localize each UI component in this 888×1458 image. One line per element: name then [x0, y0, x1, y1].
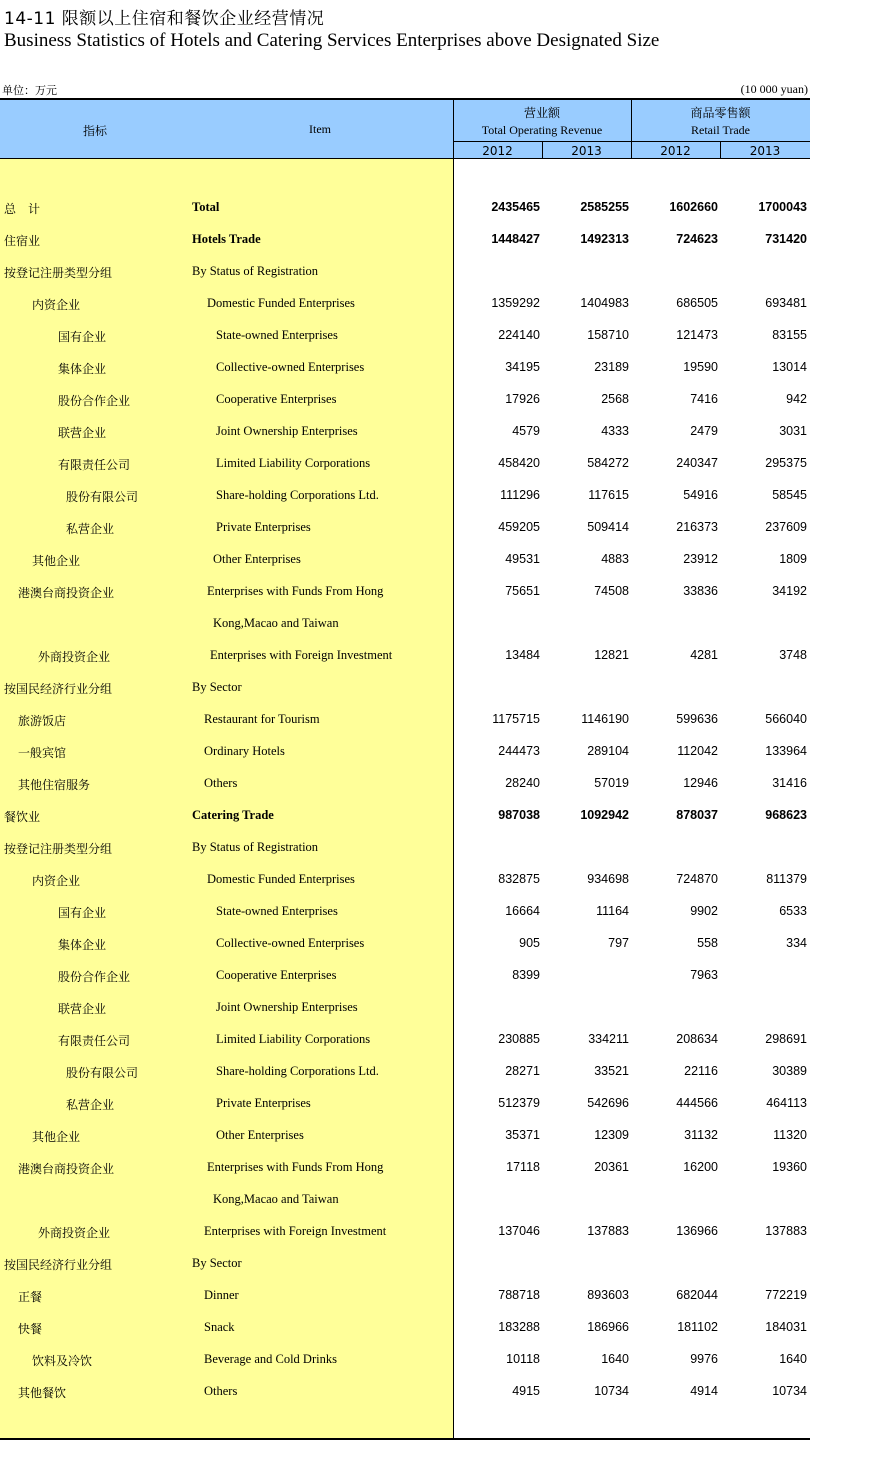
row-value: 987038 [498, 808, 540, 822]
row-label-cn: 有限责任公司 [58, 458, 131, 472]
row-value: 566040 [765, 712, 807, 726]
row-label-cn: 总 计 [4, 202, 41, 216]
row-value: 512379 [498, 1096, 540, 1110]
row-value: 12309 [594, 1128, 629, 1142]
row-label-cn: 快餐 [18, 1322, 43, 1336]
row-label-en: Domestic Funded Enterprises [207, 872, 355, 886]
row-value: 57019 [594, 776, 629, 790]
table-row [0, 416, 810, 448]
row-label-en: By Status of Registration [192, 840, 319, 854]
row-value: 788718 [498, 1288, 540, 1302]
row-value: 17118 [506, 1160, 540, 1174]
row-label-en: Cooperative Enterprises [216, 968, 337, 982]
row-value: 137046 [498, 1224, 540, 1238]
row-label-en: Joint Ownership Enterprises [216, 424, 358, 438]
row-label-cn: 股份有限公司 [66, 490, 139, 504]
row-value: 599636 [676, 712, 718, 726]
row-value: 464113 [766, 1096, 807, 1110]
table-row [0, 576, 810, 608]
row-label-cn: 饮料及冷饮 [32, 1354, 93, 1368]
row-value: 112042 [677, 744, 718, 758]
row-value: 22116 [684, 1064, 718, 1078]
table-row [0, 480, 810, 512]
table-row [0, 1312, 810, 1344]
header-retail-en: Retail Trade [691, 123, 750, 137]
unit-cn: 单位：万元 [2, 84, 57, 97]
row-value: 942 [786, 392, 807, 406]
table-row [0, 736, 810, 768]
row-value: 2479 [690, 424, 718, 438]
row-value: 31416 [772, 776, 807, 790]
table-row [0, 352, 810, 384]
row-label-en: Enterprises with Foreign Investment [204, 1224, 387, 1238]
row-value: 111296 [500, 488, 540, 502]
header-retail-cn: 商品零售额 [690, 106, 751, 120]
table-row [0, 224, 810, 256]
table-row [0, 1248, 810, 1280]
row-value: 878037 [676, 808, 718, 822]
row-value: 16664 [505, 904, 540, 918]
row-label-cn: 集体企业 [58, 362, 107, 376]
row-value: 216373 [676, 520, 718, 534]
row-label-en: Snack [204, 1320, 235, 1334]
row-value: 1146190 [581, 712, 629, 726]
header-year: 2013 [749, 144, 781, 158]
row-value: 542696 [587, 1096, 629, 1110]
row-label-cn: 国有企业 [58, 330, 107, 344]
table-row [0, 448, 810, 480]
row-label-en: Catering Trade [192, 808, 274, 822]
row-value: 12821 [594, 648, 629, 662]
row-label-en: By Sector [192, 680, 242, 694]
row-value: 34195 [505, 360, 540, 374]
row-label-cn: 旅游饭店 [18, 714, 67, 728]
row-value: 1359292 [491, 296, 540, 310]
row-value: 74508 [594, 584, 629, 598]
row-value: 158710 [587, 328, 629, 342]
row-value: 686505 [676, 296, 718, 310]
row-label-cn: 按登记注册类型分组 [4, 266, 113, 280]
row-label-cn: 正餐 [18, 1290, 43, 1304]
table-row [0, 256, 810, 288]
header-year: 2012 [660, 144, 691, 158]
row-label-en: Dinner [204, 1288, 239, 1302]
row-value: 237609 [765, 520, 807, 534]
row-label-en: By Status of Registration [192, 264, 319, 278]
row-label-cn: 一般宾馆 [18, 746, 67, 760]
row-value: 121473 [676, 328, 718, 342]
row-value: 33836 [683, 584, 718, 598]
row-label-en: Collective-owned Enterprises [216, 360, 365, 374]
row-value: 558 [697, 936, 718, 950]
row-value: 832875 [498, 872, 540, 886]
row-value: 19590 [683, 360, 718, 374]
table-row [0, 992, 810, 1024]
row-value: 3031 [779, 424, 807, 438]
header-revenue-en: Total Operating Revenue [481, 123, 603, 137]
row-value: 10118 [506, 1352, 540, 1366]
row-label-en: Cooperative Enterprises [216, 392, 337, 406]
row-value: 811379 [766, 872, 807, 886]
row-label-cn: 按国民经济行业分组 [4, 682, 113, 696]
row-label-cn: 私营企业 [66, 1098, 115, 1112]
table-row [0, 1344, 810, 1376]
row-value: 1175715 [492, 712, 540, 726]
row-value: 181102 [677, 1320, 718, 1334]
row-value: 16200 [683, 1160, 718, 1174]
table-row [0, 640, 810, 672]
table-row [0, 544, 810, 576]
row-value: 893603 [587, 1288, 629, 1302]
row-value: 459205 [498, 520, 540, 534]
header-revenue-cn: 营业额 [523, 106, 560, 120]
row-value: 797 [608, 936, 629, 950]
row-value: 83155 [772, 328, 807, 342]
row-value: 772219 [765, 1288, 807, 1302]
row-value: 724623 [676, 232, 718, 246]
row-value: 2435465 [491, 200, 540, 214]
row-value: 208634 [676, 1032, 718, 1046]
row-label-cn: 联营企业 [58, 1002, 107, 1016]
row-value: 117615 [588, 488, 629, 502]
row-value: 8399 [512, 968, 540, 982]
row-value: 334211 [588, 1032, 629, 1046]
row-label-cn: 其他住宿服务 [18, 778, 91, 792]
row-value: 13014 [772, 360, 807, 374]
row-value: 23912 [683, 552, 718, 566]
row-label-cn: 国有企业 [58, 906, 107, 920]
table-row [0, 960, 810, 992]
row-label-en: Beverage and Cold Drinks [204, 1352, 337, 1366]
table-row [0, 832, 810, 864]
row-value: 1809 [779, 552, 807, 566]
row-label-en: Joint Ownership Enterprises [216, 1000, 358, 1014]
row-label-cn: 按国民经济行业分组 [4, 1258, 113, 1272]
row-label-cn: 私营企业 [66, 522, 115, 536]
row-label-en: Other Enterprises [216, 1128, 304, 1142]
row-label-en: Kong,Macao and Taiwan [213, 616, 339, 630]
header-year: 2013 [571, 144, 602, 158]
row-label-cn: 其他企业 [32, 554, 81, 568]
row-value: 9976 [690, 1352, 718, 1366]
row-value: 137883 [765, 1224, 807, 1238]
table-row [0, 384, 810, 416]
row-label-en: Hotels Trade [192, 232, 261, 246]
row-label-cn: 餐饮业 [4, 810, 41, 824]
row-label-en: Share-holding Corporations Ltd. [216, 1064, 379, 1078]
table-row [0, 1280, 810, 1312]
row-value: 4281 [690, 648, 718, 662]
row-label-en: Domestic Funded Enterprises [207, 296, 355, 310]
row-label-en: Enterprises with Funds From Hong [207, 1160, 384, 1174]
title-en: Business Statistics of Hotels and Catering Services Enterprises above Designated Size [4, 30, 660, 51]
table-row [0, 1056, 810, 1088]
row-value: 6533 [779, 904, 807, 918]
row-value: 224140 [498, 328, 540, 342]
row-value: 724870 [676, 872, 718, 886]
header-item-en: Item [309, 122, 331, 136]
row-label-en: Restaurant for Tourism [204, 712, 320, 726]
row-value: 731420 [765, 232, 807, 246]
row-value: 75651 [505, 584, 540, 598]
row-label-cn: 股份合作企业 [58, 970, 131, 984]
row-label-en: Kong,Macao and Taiwan [213, 1192, 339, 1206]
row-value: 584272 [587, 456, 629, 470]
row-value: 11320 [773, 1128, 807, 1142]
row-value: 1602660 [669, 200, 718, 214]
table-row [0, 768, 810, 800]
table-row [0, 1216, 810, 1248]
row-value: 298691 [765, 1032, 807, 1046]
row-label-cn: 其他餐饮 [18, 1386, 67, 1400]
row-label-en: Others [204, 776, 238, 790]
row-value: 137883 [587, 1224, 629, 1238]
row-value: 10734 [772, 1384, 807, 1398]
row-value: 444566 [676, 1096, 718, 1110]
row-value: 1092942 [580, 808, 629, 822]
row-value: 7416 [690, 392, 718, 406]
table-row [0, 864, 810, 896]
row-value: 133964 [765, 744, 807, 758]
row-value: 20361 [594, 1160, 629, 1174]
row-value: 230885 [498, 1032, 540, 1046]
row-label-en: By Sector [192, 1256, 242, 1270]
row-value: 34192 [772, 584, 807, 598]
row-value: 509414 [587, 520, 629, 534]
row-value: 35371 [505, 1128, 540, 1142]
row-label-cn: 联营企业 [58, 426, 107, 440]
row-value: 17926 [505, 392, 540, 406]
row-label-cn: 外商投资企业 [38, 650, 111, 664]
row-value: 186966 [587, 1320, 629, 1334]
row-value: 58545 [772, 488, 807, 502]
row-value: 968623 [765, 808, 807, 822]
row-value: 7963 [690, 968, 718, 982]
row-label-cn: 股份有限公司 [66, 1066, 139, 1080]
row-label-cn: 港澳台商投资企业 [18, 1162, 115, 1176]
row-value: 33521 [594, 1064, 629, 1078]
row-value: 1404983 [580, 296, 629, 310]
row-value: 3748 [779, 648, 807, 662]
row-value: 458420 [498, 456, 540, 470]
row-value: 136966 [676, 1224, 718, 1238]
table-row [0, 800, 810, 832]
row-value: 295375 [765, 456, 807, 470]
row-value: 1640 [779, 1352, 807, 1366]
table-row [0, 512, 810, 544]
row-label-en: Collective-owned Enterprises [216, 936, 365, 950]
header-year: 2012 [482, 144, 513, 158]
row-label-en: Others [204, 1384, 238, 1398]
row-label-en: State-owned Enterprises [216, 328, 338, 342]
table-row [0, 672, 810, 704]
row-value: 54916 [683, 488, 718, 502]
table-row [0, 1024, 810, 1056]
row-value: 693481 [765, 296, 807, 310]
row-value: 934698 [587, 872, 629, 886]
row-value: 1640 [601, 1352, 629, 1366]
row-value: 183288 [498, 1320, 540, 1334]
table-bottom-rule [0, 1438, 810, 1440]
row-label-en: Other Enterprises [213, 552, 301, 566]
row-value: 905 [519, 936, 540, 950]
row-value: 19360 [772, 1160, 807, 1174]
table-row [0, 608, 810, 640]
table-header [0, 98, 810, 159]
row-label-en: Limited Liability Corporations [216, 1032, 371, 1046]
row-value: 334 [786, 936, 807, 950]
row-value: 28271 [505, 1064, 540, 1078]
table-row [0, 704, 810, 736]
row-value: 10734 [594, 1384, 629, 1398]
row-label-en: Limited Liability Corporations [216, 456, 371, 470]
row-value: 289104 [587, 744, 629, 758]
row-value: 4914 [690, 1384, 718, 1398]
row-value: 28240 [505, 776, 540, 790]
row-value: 682044 [676, 1288, 718, 1302]
row-label-cn: 按登记注册类型分组 [4, 842, 113, 856]
row-value: 240347 [676, 456, 718, 470]
row-value: 31132 [684, 1128, 718, 1142]
row-label-en: Enterprises with Funds From Hong [207, 584, 384, 598]
row-label-cn: 港澳台商投资企业 [18, 586, 115, 600]
table-row [0, 320, 810, 352]
row-value: 9902 [690, 904, 718, 918]
row-value: 2568 [601, 392, 629, 406]
row-value: 49531 [505, 552, 540, 566]
row-label-cn: 其他企业 [32, 1130, 81, 1144]
table-row [0, 1120, 810, 1152]
row-value: 30389 [772, 1064, 807, 1078]
row-value: 12946 [683, 776, 718, 790]
table-row [0, 896, 810, 928]
row-label-en: Ordinary Hotels [204, 744, 285, 758]
table-row [0, 928, 810, 960]
row-value: 1448427 [491, 232, 540, 246]
table-row [0, 1376, 810, 1408]
row-value: 13484 [505, 648, 540, 662]
row-value: 2585255 [580, 200, 629, 214]
row-label-cn: 股份合作企业 [58, 394, 131, 408]
table-row [0, 1088, 810, 1120]
row-label-en: Private Enterprises [216, 520, 311, 534]
title-cn: 14-11 限额以上住宿和餐饮企业经营情况 [4, 9, 325, 29]
row-value: 1700043 [758, 200, 807, 214]
row-label-en: Private Enterprises [216, 1096, 311, 1110]
row-label-cn: 内资企业 [32, 874, 81, 888]
row-value: 23189 [594, 360, 629, 374]
row-label-en: Enterprises with Foreign Investment [210, 648, 393, 662]
table-row [0, 1152, 810, 1184]
row-label-cn: 住宿业 [4, 234, 41, 248]
row-value: 1492313 [580, 232, 629, 246]
row-label-cn: 有限责任公司 [58, 1034, 131, 1048]
unit-en: (10 000 yuan) [740, 82, 808, 96]
row-label-en: Total [192, 200, 220, 214]
row-label-cn: 内资企业 [32, 298, 81, 312]
table-row [0, 192, 810, 224]
row-label-en: State-owned Enterprises [216, 904, 338, 918]
row-value: 184031 [765, 1320, 807, 1334]
row-value: 4883 [601, 552, 629, 566]
row-value: 4579 [512, 424, 540, 438]
row-value: 4333 [601, 424, 629, 438]
row-value: 11164 [596, 904, 629, 918]
row-label-cn: 集体企业 [58, 938, 107, 952]
row-label-cn: 外商投资企业 [38, 1226, 111, 1240]
row-value: 244473 [498, 744, 540, 758]
row-label-en: Share-holding Corporations Ltd. [216, 488, 379, 502]
table-row [0, 288, 810, 320]
header-indicator-cn: 指标 [82, 124, 107, 138]
row-value: 4915 [512, 1384, 540, 1398]
table-row [0, 1184, 810, 1216]
